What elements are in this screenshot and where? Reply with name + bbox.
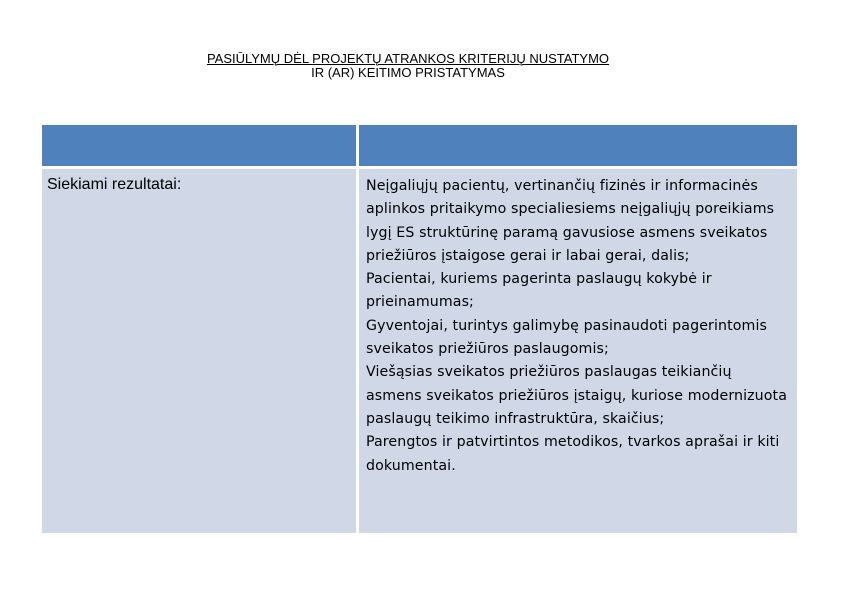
document-title — [0, 52, 816, 80]
criteria-table — [39, 122, 800, 536]
table-header-row — [42, 125, 797, 166]
result-item: Viešąsias sveikatos priežiūros paslaugas teikiančių asmens sveikatos priežiūros įstaigų, kuriose modernizuota paslaugų teikimo infrastruktūra, skaičius; — [366, 364, 788, 427]
row-label: Siekiami rezultatai: — [47, 176, 182, 193]
title-line-1: PASIŪLYMŲ DĖL PROJEKTŲ ATRANKOS KRITERIJŲ NUSTATYMO — [206, 51, 610, 66]
result-item: Gyventojai, turintys galimybę pasinaudoti pagerintomis sveikatos priežiūros paslaugomis; — [366, 317, 767, 358]
title-line-2: IR (AR) KEITIMO PRISTATYMAS — [311, 65, 505, 80]
row-content-cell — [359, 169, 797, 533]
row-label-cell — [42, 169, 356, 533]
header-cell-1 — [42, 125, 356, 166]
result-item: Neįgaliųjų pacientų, vertinančių fizinės ir informacinės aplinkos pritaikymo specialiesiems neįgaliųjų poreikiams lygį ES struktūrinę paramą gavusiose asmens sveikatos priežiūros įstaigose gerai ir labai gerai, dalis; — [366, 178, 775, 264]
header-cell-2 — [359, 125, 797, 166]
result-item: Pacientai, kuriems pagerinta paslaugų kokybė ir prieinamumas; — [366, 271, 712, 311]
result-item: Parengtos ir patvirtintos metodikos, tvarkos aprašai ir kiti dokumentai. — [366, 434, 780, 474]
table-row — [42, 169, 797, 533]
